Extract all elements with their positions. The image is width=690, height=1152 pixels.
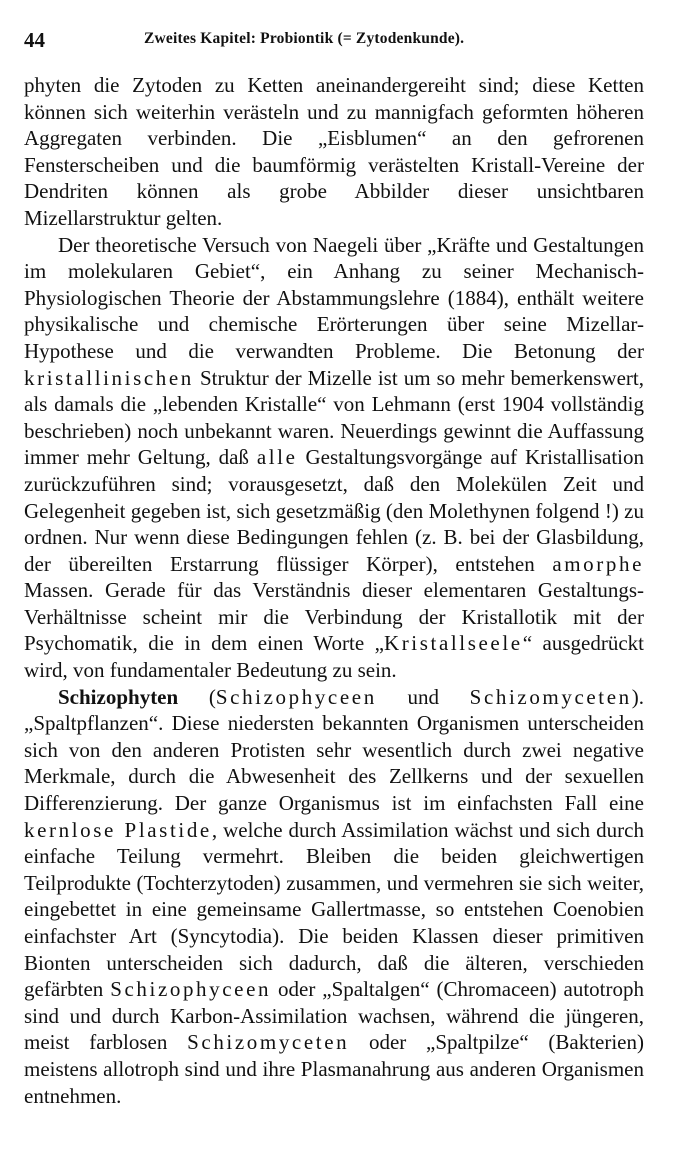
book-page — [24, 28, 644, 1109]
text-run: Der theoretische Versuch von Naegeli über „Kräfte und Gestaltungen im molekularen Gebiet“, ein Anhang zu seiner Mechanisch-Physiologischen Theorie der Abstammungslehre (1884), enthält weitere physikalische und chemische Erörterungen über seine Mizellar-Hypothese und die verwandten Probleme. Die Betonung der — [24, 232, 644, 363]
spaced-emphasis-text: kernlose Plastide — [24, 817, 212, 842]
spaced-emphasis-text: Schizomyceten — [469, 684, 632, 709]
text-run: , welche durch Assimilation wächst und sich durch einfache Teilung vermehrt. Bleiben die beiden gleichwertigen Teilprodukte (Tochterzytoden) zusammen, und vermehren sie sich weiter, eingebettet in eine gemeinsame Gallertmasse, so entstehen Coenobien einfachster Art (Syncytodia). Die beiden Klassen dieser primitiven Bionten unterscheiden sich dadurch, daß die älteren, verschieden gefärbten — [24, 817, 644, 1002]
page-number: 44 — [24, 28, 45, 52]
body-text — [24, 72, 644, 1109]
spaced-emphasis-text: Schizomyceten — [187, 1030, 350, 1055]
text-run: oder „Spaltalgen“ (Chromaceen) autotroph sind und durch Karbon-Assimilation wachsen, während die jüngeren, meist farblosen — [24, 977, 644, 1055]
spaced-emphasis-text: alle — [256, 445, 298, 470]
spaced-emphasis-text: Schizophyceen — [215, 684, 377, 709]
spaced-emphasis-text: amorphe — [552, 551, 644, 576]
section-heading-term: Schizophyten — [58, 684, 179, 709]
running-head: Zweites Kapitel: Probiontik (= Zytodenkunde). — [144, 30, 465, 47]
text-run: und — [376, 684, 470, 709]
text-run: ). „Spaltpflanzen“. Diese niedersten bekannten Organismen unterscheiden sich von den anderen Protisten sehr wesentlich durch zwei negative Merkmale, durch die Abwesenheit des Zellkerns und der sexuellen Differenzierung. Der ganze Organismus ist im einfachsten Fall eine — [24, 684, 645, 816]
spaced-emphasis-text: Schizophyceen — [110, 977, 272, 1002]
text-run: Gestaltungsvorgänge auf Kristallisation zurückzuführen sind; vorausgesetzt, daß den Molekülen Zeit und Gelegenheit gegeben ist, sich gesetzmäßig (den Molethynen folgend !) zu ordnen. Nur wenn diese Bedingungen fehlen (z. B. bei der Glasbildung, der übereilten Erstarrung flüssiger Körper), entstehen — [24, 445, 644, 576]
text-run: phyten die Zytoden zu Ketten aneinandergereiht sind; diese Ketten können sich weiterhin verästeln und zu mannigfach geformten höheren Aggregaten verbinden. Die „Eisblumen“ an den gefrorenen Fensterscheiben und die baumförmig verästelten Kristall-Vereine der Dendriten können als grobe Abbilder dieser unsichtbaren Mizellarstruktur gelten. — [24, 73, 644, 230]
text-run: Massen. Gerade für das Verständnis dieser elementaren Gestaltungs-Verhältnisse scheint mir die Verbindung der Kristallotik mit der Psychomatik, die in dem einen Worte „ — [24, 578, 644, 656]
text-run: oder „Spaltpilze“ (Bakterien) meistens allotroph sind und ihre Plasmanahrung aus anderen Organismen entnehmen. — [24, 1030, 644, 1108]
text-run: “ ausgedrückt wird, von fundamentaler Bedeutung zu sein. — [24, 631, 644, 683]
paragraph-3 — [24, 684, 644, 1110]
paragraph-2 — [24, 232, 644, 684]
text-run: ( — [178, 684, 216, 709]
page-header — [24, 28, 644, 52]
text-run: Struktur der Mizelle ist um so mehr bemerkenswert, als damals die „lebenden Kristalle“ von Lehmann (erst 1904 vollständig beschrieben) noch unbekannt waren. Neuerdings gewinnt die Auffassung immer mehr Geltung, daß — [24, 365, 644, 470]
paragraph-1 — [24, 72, 644, 232]
spaced-emphasis-text: Kristallseele — [383, 631, 523, 656]
spaced-emphasis-text: kristallinischen — [24, 365, 194, 390]
